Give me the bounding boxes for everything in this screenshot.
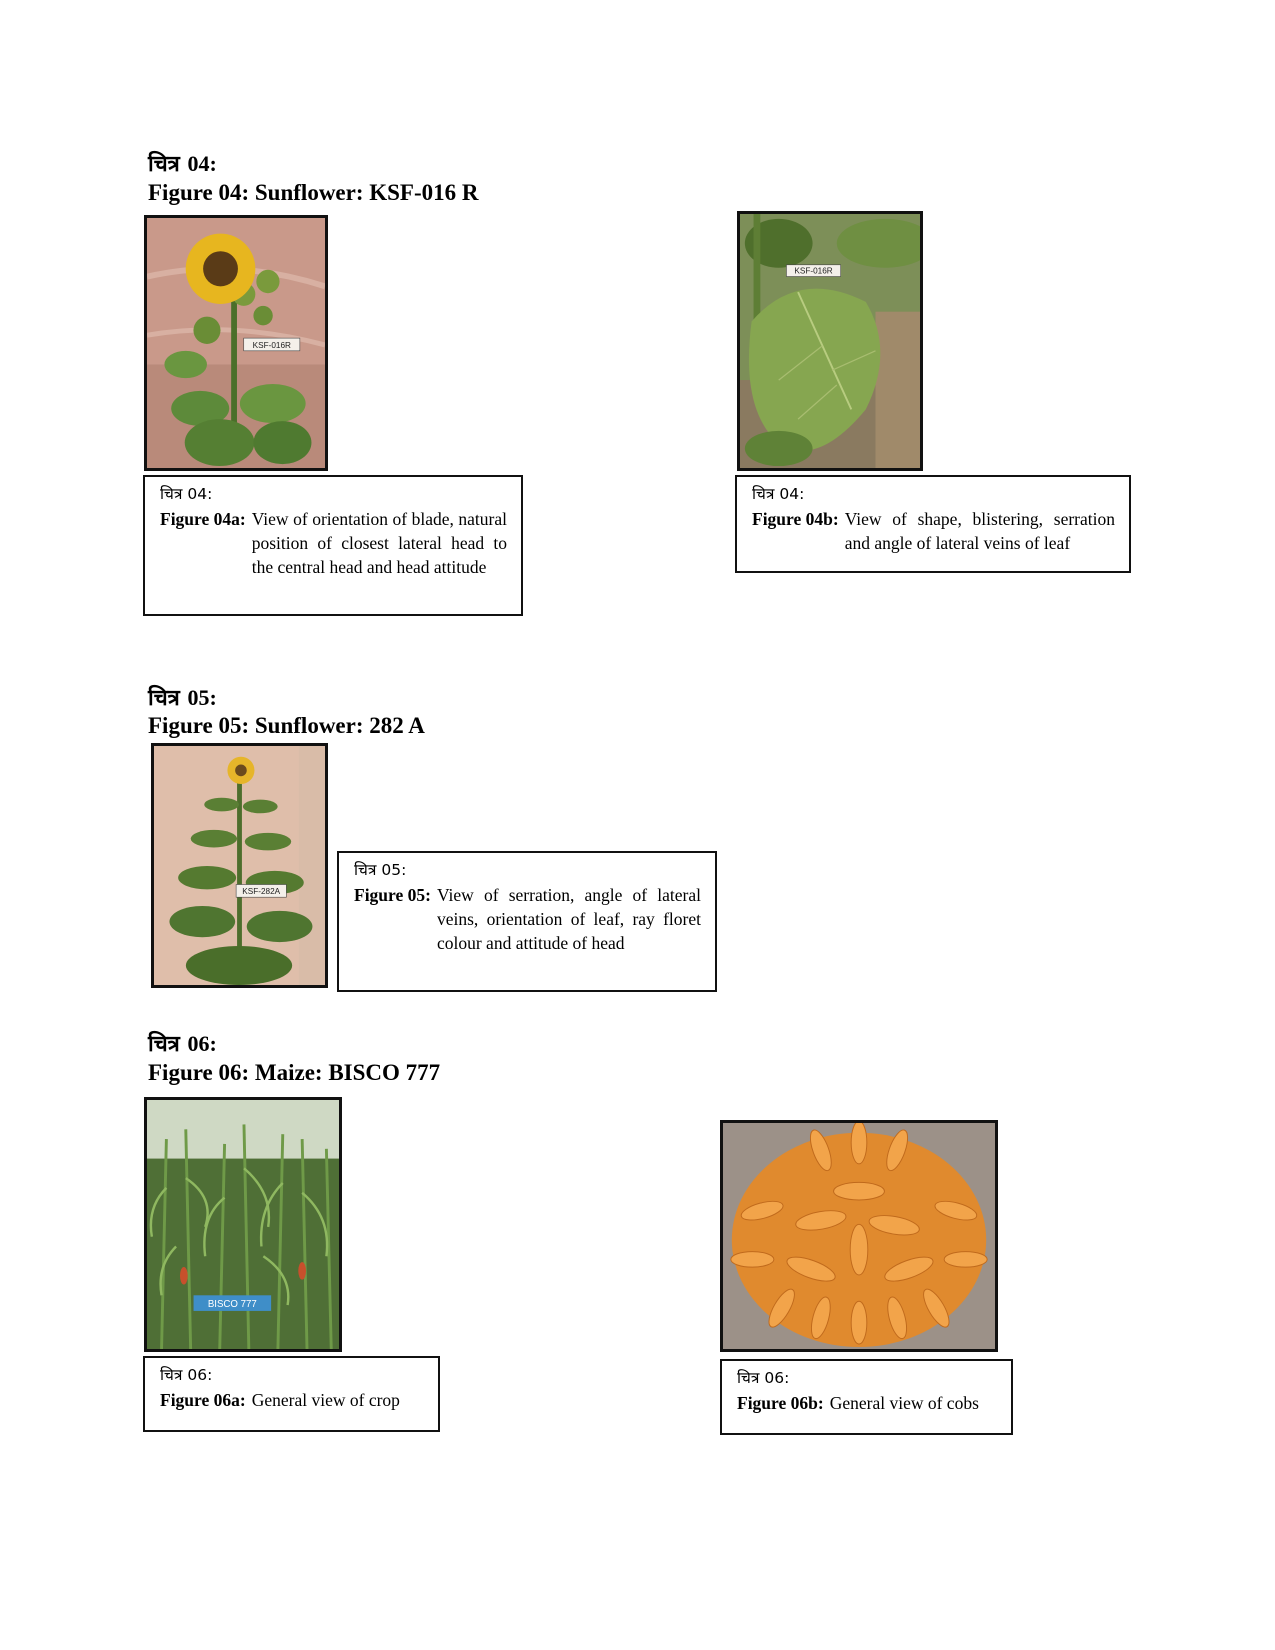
photo-sunflower-plant-ksf016r	[144, 215, 328, 471]
figure-04-title: Figure 04: Sunflower: KSF-016 R	[148, 180, 479, 205]
photo-tag-05: KSF-282A	[242, 886, 281, 896]
caption-figure-04b	[735, 475, 1131, 573]
hindi-label-04: चित्र 04:	[148, 151, 217, 177]
figure-06-title: Figure 06: Maize: BISCO 777	[148, 1060, 441, 1085]
caption-text: General view of crop	[251, 1390, 400, 1410]
caption-figure-label: Figure 05:	[354, 885, 431, 905]
photo-sunflower-282a	[151, 743, 328, 988]
photo-tag-04b: KSF-016R	[794, 266, 833, 276]
caption-hindi-label: चित्र 06:	[737, 1369, 790, 1387]
caption-figure-04a	[143, 475, 523, 616]
hindi-label-05: चित्र 05:	[148, 685, 217, 711]
caption-hindi-label: चित्र 05:	[354, 861, 407, 879]
caption-text: View of orientation of blade, natural position of closest lateral head to the central head and head attitude	[251, 509, 507, 577]
caption-text: View of shape, blistering, serration and angle of lateral veins of leaf	[844, 509, 1115, 553]
hindi-label-06: चित्र 06:	[148, 1031, 217, 1057]
caption-figure-label: Figure 04b:	[752, 509, 839, 529]
caption-figure-label: Figure 06a:	[160, 1390, 246, 1410]
photo-maize-crop	[144, 1097, 342, 1352]
photo-tag-06a: BISCO 777	[207, 1298, 257, 1311]
caption-text: View of serration, angle of lateral veins, orientation of leaf, ray floret colour and attitude of head	[436, 885, 701, 953]
caption-figure-06b	[720, 1359, 1013, 1435]
caption-hindi-label: चित्र 04:	[752, 485, 805, 503]
caption-text: General view of cobs	[829, 1393, 979, 1413]
caption-figure-05	[337, 851, 717, 992]
photo-tag-04a: KSF-016R	[252, 340, 291, 350]
caption-figure-label: Figure 04a:	[160, 509, 246, 529]
figure-05-title: Figure 05: Sunflower: 282 A	[148, 713, 425, 738]
caption-figure-06a	[143, 1356, 440, 1432]
caption-hindi-label: चित्र 04:	[160, 485, 213, 503]
caption-hindi-label: चित्र 06:	[160, 1366, 213, 1384]
photo-sunflower-leaf-ksf016r	[737, 211, 923, 471]
photo-maize-cobs	[720, 1120, 998, 1352]
caption-figure-label: Figure 06b:	[737, 1393, 824, 1413]
